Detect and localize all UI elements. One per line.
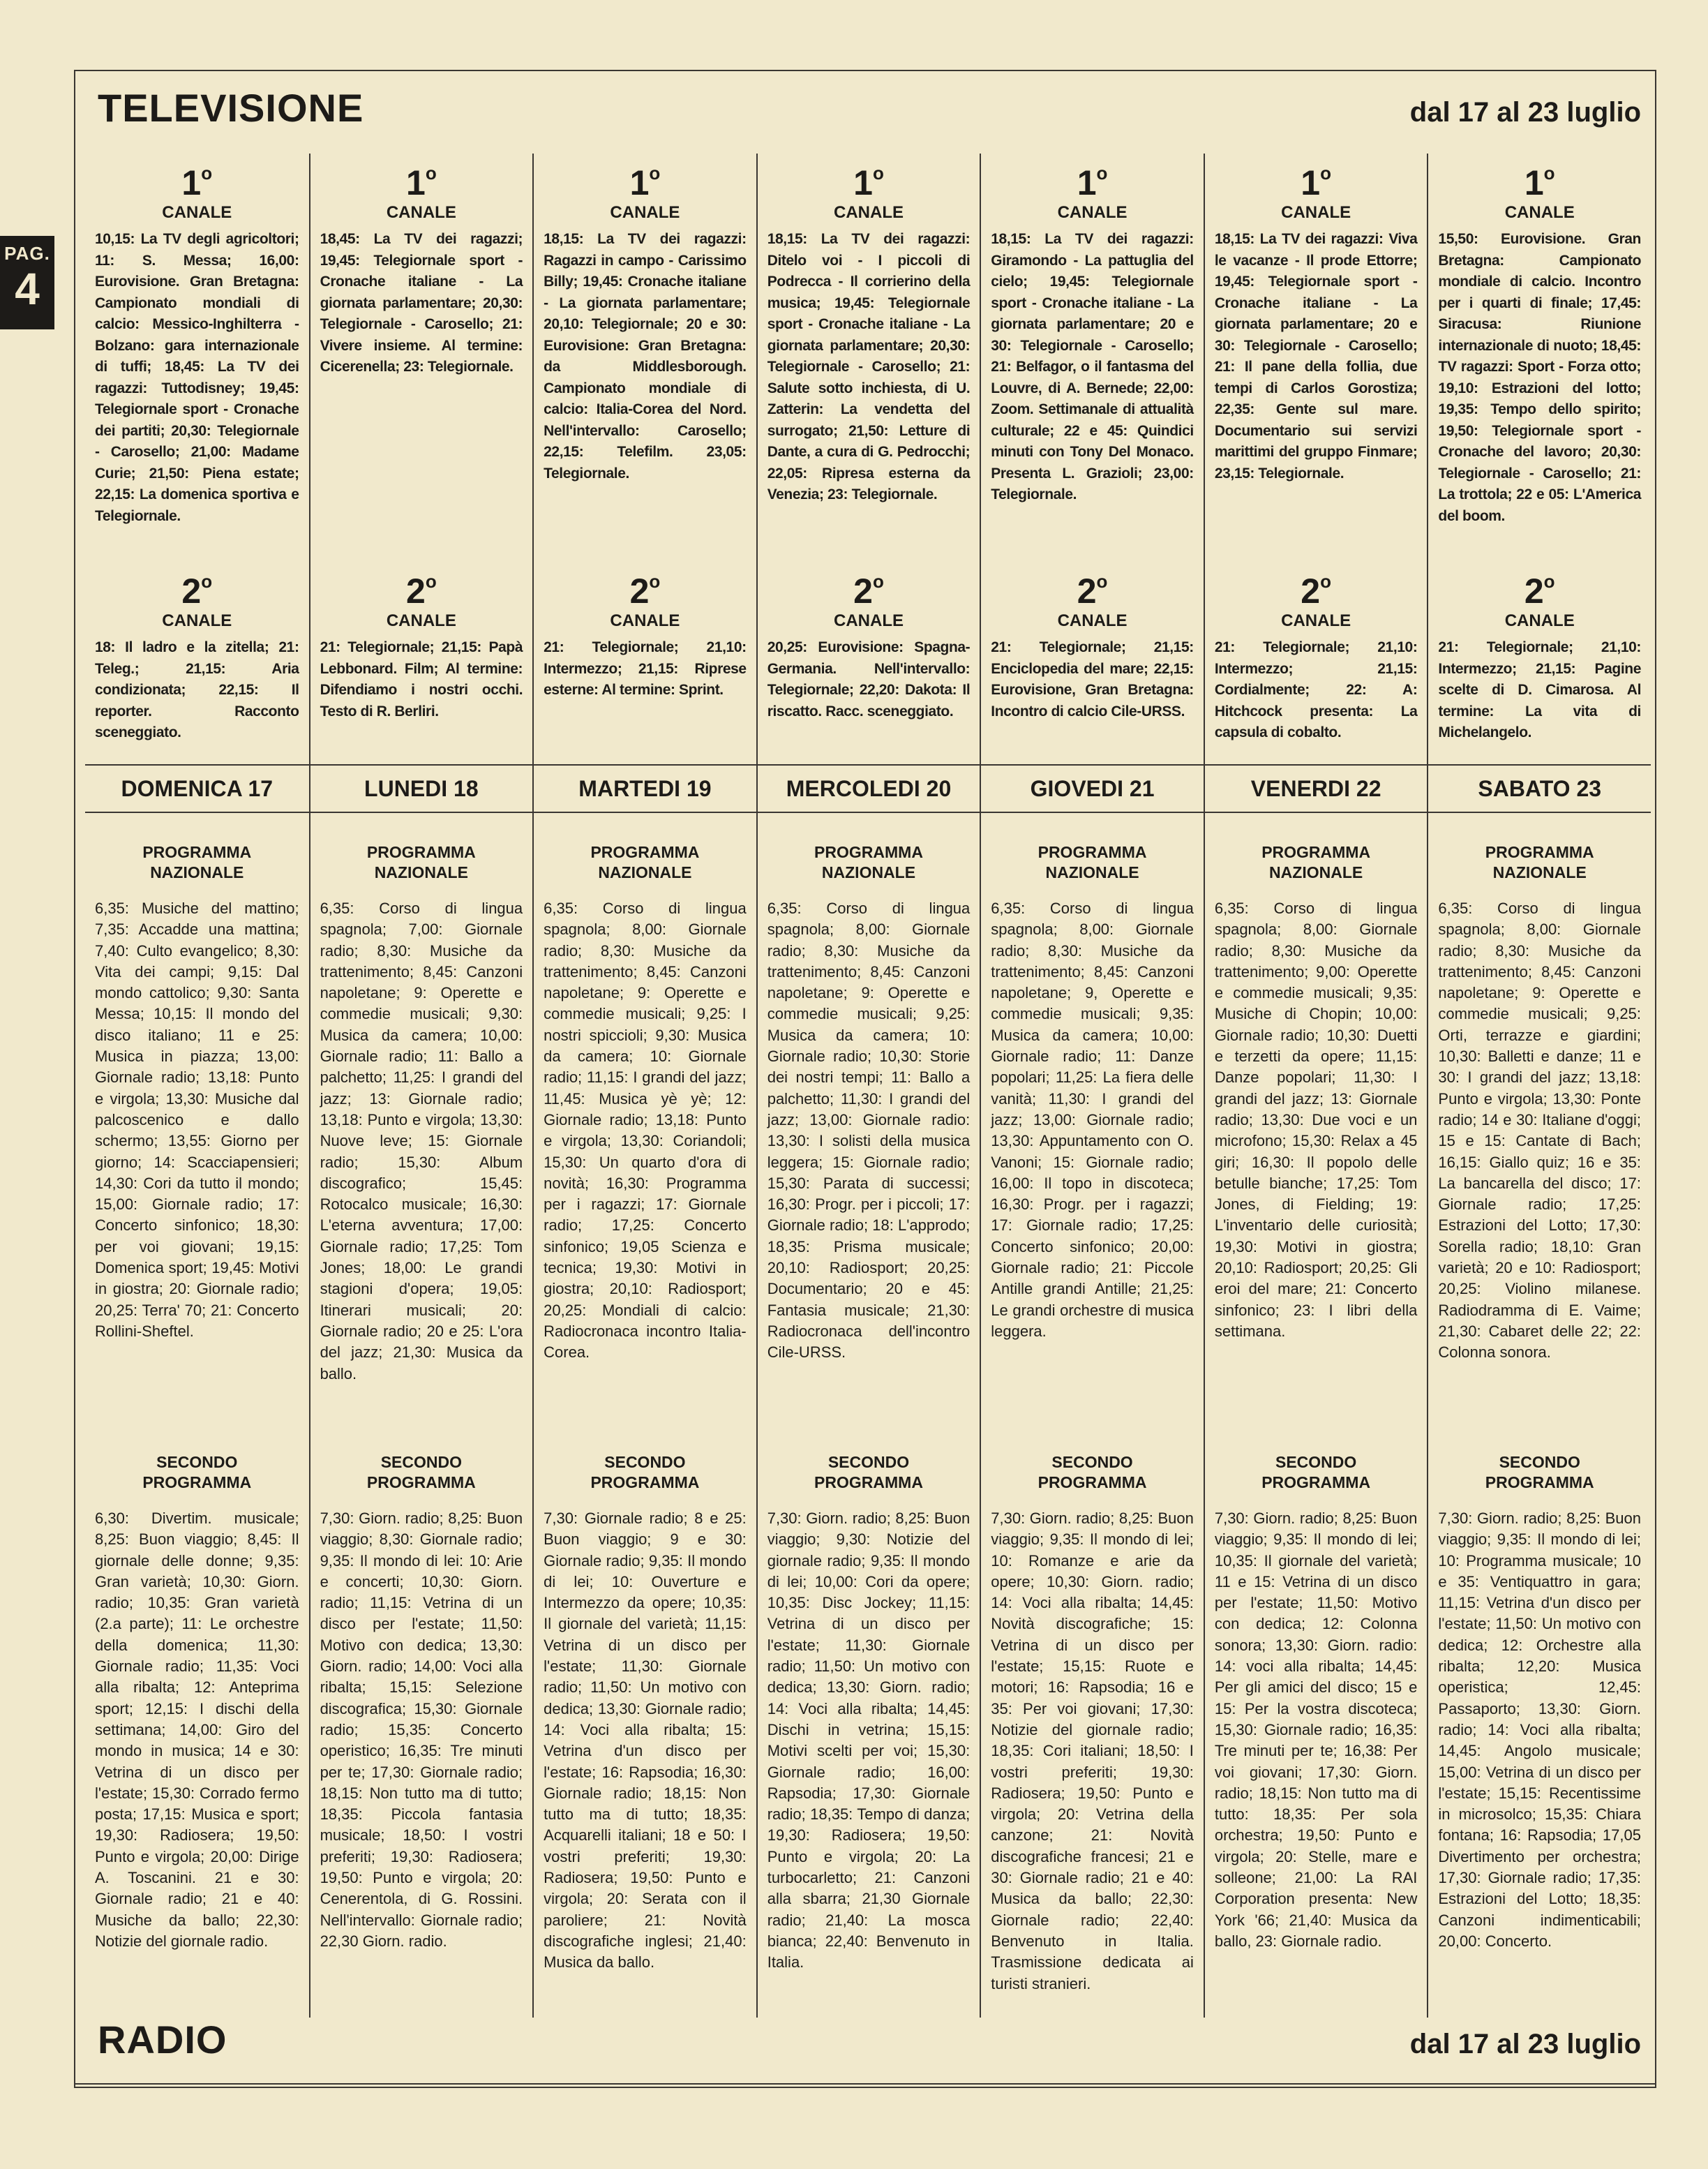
tv-schedule-text: 18,15: La TV dei ragazzi: Ragazzi in campo - Carissimo Billy; 19,45: Cronache italiane - La giornata parlamentare; 20,10: Telegiornale; 20 e 30: Eurovisione: Gran Bretagna: da Middlesborough. Campionato mondiale di calcio: Italia-Corea del Nord. Nell'intervallo: Carosello; 22,15: Telefilm. 23,05: Telegiornale. <box>544 231 747 482</box>
channel-number <box>95 154 299 202</box>
tv-canale1-column <box>756 154 980 562</box>
day-header: LUNEDI 18 <box>309 766 533 812</box>
degree-mark: o <box>1543 571 1555 592</box>
program-heading-line2: NAZIONALE <box>374 863 468 881</box>
day-header: MARTEDI 19 <box>532 766 756 812</box>
tv-schedule-text: 10,15: La TV degli agricoltori; 11: S. Messa; 16,00: Eurovisione. Gran Bretagna: Campionato mondiali di calcio: Messico-Inghilterra - Bolzano: gara internazionale di tuffi; 18,45: La TV dei ragazzi: Tuttodisney; 19,45: Telegiornale sport - Cronache dei partiti; 20,30: Telegiornale - Carosello; 21,00: Madame Curie; 21,50: Piena estate; 22,15: La domenica sportiva e Telegiornale. <box>95 231 299 524</box>
radio-schedule-text: 6,35: Corso di lingua spagnola; 8,00: Giornale radio; 8,30: Musiche da trattenimento; 8,45: Canzoni napoletane; 9, Operette e commedie musicali; 9,35: Musica da camera; 10,00: Giornale radio; 11: Danze popolari; 11,25: La fiera delle vanità; 11,30: I grandi del jazz; 13,00: Giornale radio; 13,30: Appuntamento con O. Vanoni; 15: Giornale radio; 16,00: Il topo in discoteca; 16,30: Progr. per i ragazzi; 17: Giornale radio; 17,25: Concerto sinfonico; 20,00: Giornale radio; 21: Piccole Antille grandi Antille; 21,25: Le grandi orchestre di musica leggera. <box>991 900 1194 1340</box>
degree-mark: o <box>649 163 661 184</box>
program-heading-line2: NAZIONALE <box>821 863 916 881</box>
day-header: VENERDI 22 <box>1204 766 1428 812</box>
radio-secondo-column <box>1204 1445 1428 2018</box>
channel-number <box>767 154 971 202</box>
tv-schedule-text: 21: Telegiornale; 21,10: Intermezzo; 21,15: Pagine scelte di D. Cimarosa. Al termine: La vita di Michelangelo. <box>1438 639 1641 740</box>
channel-number-value: 1 <box>181 163 202 202</box>
channel-number-value: 1 <box>1524 163 1544 202</box>
program-heading-line1: PROGRAMMA <box>142 843 252 861</box>
channel-label: CANALE <box>610 611 680 630</box>
radio-schedule-text: 6,35: Corso di lingua spagnola; 8,00: Giornale radio; 8,30: Musiche da trattenimento; 8,45: Canzoni napoletane; 9: Operette e commedie musicali; 9,25: Orti, terrazze e giardini; 10,30: Balletti e danze; 11 e 30: I grandi del jazz; 13,18: Punto e virgola; 13,30: Ponte radio; 14 e 30: Italiane d'oggi; 15 e 15: Cantate di Bach; 16,15: Giallo quiz; 16 e 35: La bancarella del disco; 17: Giornale radio; 17,25: Estrazioni del Lotto; 17,30: Sorella radio; 18,10: Gran varietà; 20 e 10: Radiosport; 20,25: Violino milanese. Radiodramma di E. Vaime; 21,30: Cabaret delle 22; 22: Colonna sonora. <box>1438 900 1641 1362</box>
degree-mark: o <box>872 571 884 592</box>
radio-secondo-column <box>756 1445 980 2018</box>
radio-secondo-row <box>85 1445 1651 2018</box>
program-heading <box>991 842 1194 883</box>
channel-number-value: 2 <box>853 572 873 611</box>
tv-canale2-column <box>85 562 309 764</box>
program-heading <box>767 842 971 883</box>
radio-schedule-text: 6,35: Corso di lingua spagnola; 8,00: Giornale radio; 8,30: Musiche da trattenimento; 8,45: Canzoni napoletane; 9: Operette e commedie musicali; 9,25: I nostri spiccioli; 9,30: Musica da camera; 10: Giornale radio; 11,15: I grandi del jazz; 11,45: Musica yè yè; 12: Giornale radio; 13,18: Punto e virgola; 13,30: Coriandoli; 15,30: Un quarto d'ora di novità; 16,30: Programma per i ragazzi; 17: Giornale radio; 17,25: Concerto sinfonico; 19,05 Scienza e tecnica; 19,30: Motivi in giostra; 20,10: Radiosport; 20,25: Mondiali di calcio: Radiocronaca incontro Italia-Corea. <box>544 900 747 1362</box>
tv-canale2-column <box>980 562 1204 764</box>
degree-mark: o <box>1320 571 1331 592</box>
radio-dates: dal 17 al 23 luglio <box>1409 2029 1641 2059</box>
program-heading-line1: SECONDO <box>156 1453 238 1471</box>
tv-schedule-text: 20,25: Eurovisione: Spagna-Germania. Nell'intervallo: Telegiornale; 22,20: Dakota: Il riscatto. Racc. sceneggiato. <box>767 639 971 720</box>
degree-mark: o <box>1096 163 1108 184</box>
program-heading-line2: PROGRAMMA <box>1485 1473 1594 1491</box>
radio-schedule-text: 6,35: Musiche del mattino; 7,35: Accadde una mattina; 7,40: Culto evangelico; 8,30: Vita dei campi; 9,15: Dal mondo cattolico; 9,30: Santa Messa; 10,15: Il mondo del disco italiano; 11 e 25: Musica in piazza; 13,00: Giornale radio; 13,18: Punto e virgola; 13,30: Musiche dal palcoscenico e dallo schermo; 13,55: Giorno per giorno; 14: Scacciapensieri; 14,30: Cori da tutto il mondo; 15,00: Giornale radio; 17: Concerto sinfonico; 18,30: per voi giovani; 19,15: Domenica sport; 19,45: Motivi in giostra; 20: Giornale radio; 20,25: Terra' 70; 21: Concerto Rollini-Sheftel. <box>95 900 299 1340</box>
tv-canale2-column <box>756 562 980 764</box>
tv-schedule-text: 21: Telegiornale; 21,15: Enciclopedia del mare; 22,15: Eurovisione, Gran Bretagna: Incontro di calcio Cile-URSS. <box>991 639 1194 720</box>
program-heading-line2: NAZIONALE <box>150 863 244 881</box>
program-heading-line1: SECONDO <box>1275 1453 1357 1471</box>
program-heading <box>320 842 523 883</box>
channel-label: CANALE <box>1281 611 1351 630</box>
degree-mark: o <box>1320 163 1331 184</box>
tv-schedule-text: 18,45: La TV dei ragazzi; 19,45: Telegiornale sport - Cronache italiane - La giornata parlamentare; 20,30: Telegiornale - Carosello; 21: Vivere insieme. Al termine: Cicerenella; 23: Telegiornale. <box>320 231 523 375</box>
tv-canale1-column <box>309 154 533 562</box>
radio-secondo-column <box>1427 1445 1651 2018</box>
channel-number <box>1438 562 1641 611</box>
radio-header <box>98 2017 1641 2062</box>
tv-canale1-column <box>980 154 1204 562</box>
page-number-tab <box>0 236 54 329</box>
tv-canale2-column <box>532 562 756 764</box>
tv-canale1-row <box>85 154 1651 562</box>
program-heading-line1: SECONDO <box>380 1453 462 1471</box>
channel-number-value: 1 <box>1077 163 1097 202</box>
channel-number-value: 2 <box>629 572 650 611</box>
day-header: GIOVEDI 21 <box>980 766 1204 812</box>
program-heading-line1: PROGRAMMA <box>590 843 700 861</box>
radio-schedule-text: 7,30: Giornale radio; 8 e 25: Buon viaggio; 9 e 30: Giornale radio; 9,35: Il mondo di lei; 10: Ouverture e Intermezzo da opere; 10,35: Il giornale del varietà; 11,15: Vetrina di un disco per l'estate; 11,30: Giornale radio; 11,50: Un motivo con dedica; 13,30: Giornale radio; 14: Voci alla ribalta; 15: Vetrina d'un disco per l'estate; 16: Rapsodia; 16,30: Giornale radio; 18,15: Non tutto ma di tutto; 18,35: Acquarelli italiani; 18 e 50: I vostri preferiti; 19,30: Radiosera; 19,50: Punto e virgola; 20: Serata con il paroliere; 21: Novità discografiche inglesi; 21,40: Musica da ballo. <box>544 1510 747 1972</box>
channel-label: CANALE <box>833 611 904 630</box>
channel-label: CANALE <box>386 611 456 630</box>
program-heading-line2: NAZIONALE <box>1269 863 1363 881</box>
page-number: 4 <box>15 264 40 314</box>
page-label: PAG. <box>4 243 50 264</box>
tv-title: TELEVISIONE <box>98 86 364 130</box>
program-heading-line1: SECONDO <box>1051 1453 1133 1471</box>
radio-schedule-text: 7,30: Giorn. radio; 8,25: Buon viaggio; 9,30: Notizie del giornale radio; 9,35: Il mondo di lei; 10,00: Cori da opere; 10,35: Disc Jockey; 11,15: Vetrina di un disco per l'estate; 11,30: Giornale radio; 11,50: Un motivo con dedica; 13,30: Giorn. radio; 14: Voci alla ribalta; 14,45: Dischi in vetrina; 15,15: Motivi scelti per voi; 15,30: Giornale radio; 16,00: Rapsodia; 17,30: Giornale radio; 18,35: Tempo di danza; 19,30: Radiosera; 19,50: Punto e virgola; 20: La turbocarletto; 21: Canzoni alla sbarra; 21,30 Giornale radio; 21,40: La mosca bianca; 22,40: Benvenuto in Italia. <box>767 1510 971 1972</box>
channel-label: CANALE <box>386 203 456 222</box>
bottom-rule <box>74 2083 1656 2085</box>
program-heading-line2: PROGRAMMA <box>1261 1473 1371 1491</box>
tv-canale2-column <box>1427 562 1651 764</box>
program-heading <box>544 1452 747 1493</box>
channel-label: CANALE <box>1057 611 1128 630</box>
radio-nazionale-column <box>1427 810 1651 1445</box>
degree-mark: o <box>649 571 661 592</box>
channel-number-value: 2 <box>1301 572 1321 611</box>
tv-dates: dal 17 al 23 luglio <box>1409 97 1641 128</box>
channel-number-value: 1 <box>406 163 426 202</box>
program-heading-line1: PROGRAMMA <box>814 843 923 861</box>
tv-schedule-text: 21: Telegiornale; 21,10: Intermezzo; 21,15: Cordialmente; 22: A: Hitchcock presenta: La capsula di cobalto. <box>1214 639 1418 740</box>
channel-number <box>767 562 971 611</box>
program-heading-line1: PROGRAMMA <box>366 843 476 861</box>
radio-secondo-column <box>980 1445 1204 2018</box>
channel-label: CANALE <box>162 611 232 630</box>
channel-number-value: 2 <box>1524 572 1544 611</box>
channel-number <box>320 154 523 202</box>
radio-title: RADIO <box>98 2018 227 2062</box>
program-heading-line1: PROGRAMMA <box>1261 843 1371 861</box>
channel-label: CANALE <box>1057 203 1128 222</box>
program-heading-line1: PROGRAMMA <box>1485 843 1594 861</box>
program-heading <box>320 1452 523 1493</box>
program-heading <box>95 842 299 883</box>
day-header: SABATO 23 <box>1427 766 1651 812</box>
radio-schedule-text: 7,30: Giorn. radio; 8,25: Buon viaggio; 9,35: Il mondo di lei; 10,35: Il giornale del varietà; 11 e 15: Vetrina di un disco per l'estate; 11,50: Motivo con dedica; 12: Colonna sonora; 13,30: Giorn. radio: 14: voci alla ribalta; 14,45: Per gli amici del disco; 15 e 15: Per la vostra discoteca; 15,30: Giornale radio; 16,35: Tre minuti per te; 16,38: Per voi giovani; 17,30: Giorn. radio; 18,15: Non tutto ma di tutto: 18,35: Per sola orchestra; 19,50: Punto e virgola; 20: Stelle, mare e solleone; 21,00: La RAI Corporation presenta: New York '66; 21,40: Musica da ballo, 23: Giornale radio. <box>1214 1510 1418 1950</box>
radio-nazionale-column <box>309 810 533 1445</box>
channel-label: CANALE <box>1504 203 1575 222</box>
channel-number <box>95 562 299 611</box>
program-heading-line2: NAZIONALE <box>598 863 692 881</box>
tv-schedule-text: 18,15: La TV dei ragazzi: Viva le vacanze - Il prode Ettorre; 19,45: Telegiornale sport - Cronache italiane - La giornata parlamentare; 20 e 30: Telegiornale - Carosello; 21: Il pane della follia, due tempi di Carlos Gorostiza; 22,35: Gente sul mare. Documentario sui servizi marittimi del gruppo Finmare; 23,15: Telegiornale. <box>1214 231 1418 482</box>
radio-nazionale-row <box>85 810 1651 1445</box>
channel-number-value: 2 <box>406 572 426 611</box>
tv-canale1-column <box>85 154 309 562</box>
tv-schedule-text: 18,15: La TV dei ragazzi: Giramondo - La pattuglia del cielo; 19,45: Telegiornale sport - Cronache italiane - La giornata parlamentare; 20 e 30: Telegiornale - Carosello; 21: Belfagor, o il fantasma del Louvre, di A. Bernede; 22,00: Zoom. Settimanale di attualità culturale; 22 e 45: Quindici minuti con Tony Del Monaco. Presenta L. Grazioli; 23,00: Telegiornale. <box>991 231 1194 502</box>
day-header: MERCOLEDI 20 <box>756 766 980 812</box>
degree-mark: o <box>201 163 213 184</box>
channel-number <box>320 562 523 611</box>
channel-number-value: 1 <box>853 163 873 202</box>
tv-schedule-text: 18: Il ladro e la zitella; 21: Teleg.; 21,15: Aria condizionata; 22,15: Il reporter. Racconto sceneggiato. <box>95 639 299 740</box>
program-heading <box>544 842 747 883</box>
program-heading <box>767 1452 971 1493</box>
channel-number <box>1438 154 1641 202</box>
channel-label: CANALE <box>833 203 904 222</box>
radio-schedule-text: 6,30: Divertim. musicale; 8,25: Buon viaggio; 8,45: Il giornale delle donne; 9,35: Gran varietà; 10,30: Giorn. radio; 10,35: Gran varietà (2.a parte); 11: Le orchestre della domenica; 11,30: Giornale radio; 11,35: Voci alla ribalta; 12: Anteprima sport; 12,15: I dischi della settimana; 14,00: Giro del mondo in musica; 14 e 30: Vetrina di un disco per l'estate; 15,30: Corrado fermo posta; 17,15: Musica e sport; 19,30: Radiosera; 19,50: Punto e virgola; 20,00: Dirige A. Toscanini. 21 e 30: Giornale radio; 21 e 40: Musiche da ballo; 22,30: Notizie del giornale radio. <box>95 1510 299 1950</box>
channel-number-value: 1 <box>1301 163 1321 202</box>
channel-number-value: 2 <box>1077 572 1097 611</box>
radio-nazionale-column <box>1204 810 1428 1445</box>
radio-secondo-column <box>309 1445 533 2018</box>
degree-mark: o <box>425 571 437 592</box>
channel-number <box>991 562 1194 611</box>
channel-number <box>1215 154 1418 202</box>
tv-canale1-column <box>1427 154 1651 562</box>
day-header: DOMENICA 17 <box>121 776 274 801</box>
program-heading <box>1215 1452 1418 1493</box>
channel-number-value: 1 <box>629 163 650 202</box>
program-heading <box>1215 842 1418 883</box>
radio-schedule-text: 6,35: Corso di lingua spagnola; 8,00: Giornale radio; 8,30: Musiche da trattenimento; 8,45: Canzoni napoletane; 9: Operette e commedie musicali; 9,25: Musica da camera; 10: Giornale radio; 10,30: Storie dei nostri tempi; 11: Ballo a palchetto; 11,30: I grandi del jazz; 13,00: Giornale radio: 13,30: I solisti della musica leggera; 15: Giornale radio; 15,30: Parata di successi; 16,30: Progr. per i piccoli; 17: Giornale radio; 18: L'approdo; 18,35: Prisma musicale; 20,10: Radiosport; 20,25: Documentario; 20 e 45: Fantasia musicale; 21,30: Radiocronaca dell'incontro Cile-URSS. <box>767 900 971 1362</box>
channel-number <box>544 154 747 202</box>
radio-nazionale-column <box>980 810 1204 1445</box>
channel-label: CANALE <box>162 203 232 222</box>
radio-schedule-text: 7,30: Giorn. radio; 8,25: Buon viaggio; 8,30: Giornale radio; 9,35: Il mondo di lei: 10: Arie e concerti; 10,30: Giorn. radio; 11,15: Vetrina di un disco per l'estate; 11,50: Motivo con dedica; 13,30: Giorn. radio; 14,00: Voci alla ribalta; 15,15: Selezione discografica; 15,30: Giornale radio; 15,35: Concerto operistico; 16,35: Tre minuti per te; 17,30: Giornale radio; 18,15: Non tutto ma di tutto; 18,35: Piccola fantasia musicale; 18,50: I vostri preferiti; 19,30: Radiosera; 19,50: Punto e virgola; 20: Cenerentola, di G. Rossini. Nell'intervallo: Giornale radio; 22,30 Giorn. radio. <box>320 1510 523 1950</box>
degree-mark: o <box>1543 163 1555 184</box>
radio-schedule-text: 7,30: Giorn. radio; 8,25: Buon viaggio; 9,35: Il mondo di lei; 10: Romanze e arie da opere; 10,30: Giorn. radio; 14: Voci alla ribalta; 14,45: Novità discografiche; 15: Vetrina di un disco per l'estate; 15,15: Ruote e motori; 16: Rapsodia; 16 e 35: Per voi giovani; 17,30: Notizie del giornale radio; 18,35: Cori italiani; 18,50: I vostri preferiti; 19,30: Radiosera; 19,50: Punto e virgola; 20: Vetrina della canzone; 21: Novità discografiche francesi; 21 e 30: Giornale radio; 21 e 40: Musica da ballo; 22,30: Giornale radio; 22,40: Benvenuto in Italia. Trasmissione dedicata ai turisti stranieri. <box>991 1510 1194 1992</box>
program-heading-line2: PROGRAMMA <box>366 1473 476 1491</box>
channel-number-value: 2 <box>181 572 202 611</box>
tv-canale1-column <box>532 154 756 562</box>
degree-mark: o <box>872 163 884 184</box>
channel-number <box>991 154 1194 202</box>
radio-secondo-column <box>85 1445 309 2018</box>
radio-nazionale-column <box>756 810 980 1445</box>
channel-number <box>544 562 747 611</box>
radio-nazionale-column <box>532 810 756 1445</box>
program-heading-line2: PROGRAMMA <box>814 1473 923 1491</box>
program-heading-line2: PROGRAMMA <box>590 1473 700 1491</box>
degree-mark: o <box>425 163 437 184</box>
channel-number <box>1215 562 1418 611</box>
program-heading-line1: PROGRAMMA <box>1037 843 1147 861</box>
program-heading-line2: NAZIONALE <box>1045 863 1139 881</box>
tv-canale1-column <box>1204 154 1428 562</box>
program-heading <box>1438 842 1641 883</box>
channel-label: CANALE <box>1504 611 1575 630</box>
tv-schedule-text: 18,15: La TV dei ragazzi: Ditelo voi - I piccoli di Podrecca - Il corrierino della musica; 19,45: Telegiornale sport - Cronache italiane - La giornata parlamentare; 20,30: Telegiornale - Carosello; 21: Salute sotto inchiesta, di U. Zatterin: La vendetta del surrogato; 21,50: Letture di Dante, a cura di G. Pedrocchi; 22,05: Ripresa esterna da Venezia; 23: Telegiornale. <box>767 231 971 502</box>
tv-canale2-column <box>1204 562 1428 764</box>
program-heading-line2: NAZIONALE <box>1492 863 1587 881</box>
program-heading-line1: SECONDO <box>1499 1453 1580 1471</box>
days-row <box>85 764 1651 813</box>
tv-schedule-text: 15,50: Eurovisione. Gran Bretagna: Campionato mondiale di calcio. Incontro per i quarti di finale; 17,45: Siracusa: Riunione internazionale di nuoto; 18,45: TV ragazzi: Sport - Forza otto; 19,10: Estrazioni del lotto; 19,35: Tempo dello spirito; 19,50: Telegiornale sport - Cronache del lavoro; 20,30: Telegiornale - Carosello; 21: La trottola; 22 e 05: L'America del boom. <box>1438 231 1641 524</box>
radio-schedule-text: 6,35: Corso di lingua spagnola; 8,00: Giornale radio; 8,30: Musiche da trattenimento; 9,00: Operette e commedie musicali; 9,35: Musiche di Chopin; 10,00: Giornale radio; 10,30: Duetti e terzetti da opere; 11,15: Danze popolari; 11,30: I grandi del jazz; 13: Giornale radio; 13,30: Due voci e un microfono; 15,30: Relax a 45 giri; 16,30: Il popolo delle betulle bianche; 17,25: Tom Jones, di Fielding; 19: L'inventario delle curiosità; 19,30: Motivi in giostra; 20,10: Radiosport; 20,25: Gli eroi del mare; 21: Concerto sinfonico; 23: I libri della settimana. <box>1214 900 1418 1340</box>
program-heading <box>1438 1452 1641 1493</box>
program-heading <box>95 1452 299 1493</box>
radio-nazionale-column <box>85 810 309 1445</box>
program-heading <box>991 1452 1194 1493</box>
channel-label: CANALE <box>1281 203 1351 222</box>
tv-schedule-text: 21: Telegiornale; 21,10: Intermezzo; 21,15: Riprese esterne: Al termine: Sprint. <box>544 639 747 698</box>
degree-mark: o <box>1096 571 1108 592</box>
program-heading-line1: SECONDO <box>827 1453 910 1471</box>
tv-schedule-text: 21: Telegiornale; 21,15: Papà Lebbonard. Film; Al termine: Difendiamo i nostri occhi. Testo di R. Berliri. <box>320 639 523 720</box>
radio-schedule-text: 6,35: Corso di lingua spagnola; 7,00: Giornale radio; 8,30: Musiche da trattenimento; 8,45: Canzoni napoletane; 9: Operette e commedie musicali; 9,30: Musica da camera; 10,00: Giornale radio; 11: Ballo a palchetto; 11,25: I grandi del jazz; 13: Giornale radio; 13,18: Punto e virgola; 13,30: Nuove leve; 15: Giornale radio; 15,30: Album discografico; 15,45: Rotocalco musicale; 16,30: L'eterna avventura; 17,00: Giornale radio; 17,25: Tom Jones; 18,00: Le grandi stagioni d'opera; 19,05: Itinerari musicali; 20: Giornale radio; 20 e 25: L'ora del jazz; 21,30: Musica da ballo. <box>320 900 523 1382</box>
program-heading-line2: PROGRAMMA <box>1037 1473 1147 1491</box>
tv-canale2-column <box>309 562 533 764</box>
tv-canale2-row <box>85 562 1651 764</box>
radio-schedule-text: 7,30: Giorn. radio; 8,25: Buon viaggio; 9,35: Il mondo di lei; 10: Programma musicale; 10 e 35: Ventiquattro in gara; 11,15: Vetrina d'un disco per l'estate; 11,50: Un motivo con dedica; 12: Orchestre alla ribalta; 12,20: Musica operistica; 12,45: Passaporto; 13,30: Giorn. radio; 14: Voci alla ribalta; 14,45: Angolo musicale; 15,00: Vetrina di un disco per l'estate; 15,15: Recentissime in microsolco; 15,35: Chiara fontana; 16: Rapsodia; 17,05 Divertimento per orchestra; 17,30: Giornale radio; 17,35: Estrazioni del Lotto; 18,35: Canzoni indimenticabili; 20,00: Concerto. <box>1438 1510 1641 1950</box>
degree-mark: o <box>201 571 213 592</box>
program-heading-line1: SECONDO <box>604 1453 686 1471</box>
channel-label: CANALE <box>610 203 680 222</box>
program-heading-line2: PROGRAMMA <box>142 1473 252 1491</box>
tv-header <box>98 85 1641 131</box>
radio-secondo-column <box>532 1445 756 2018</box>
